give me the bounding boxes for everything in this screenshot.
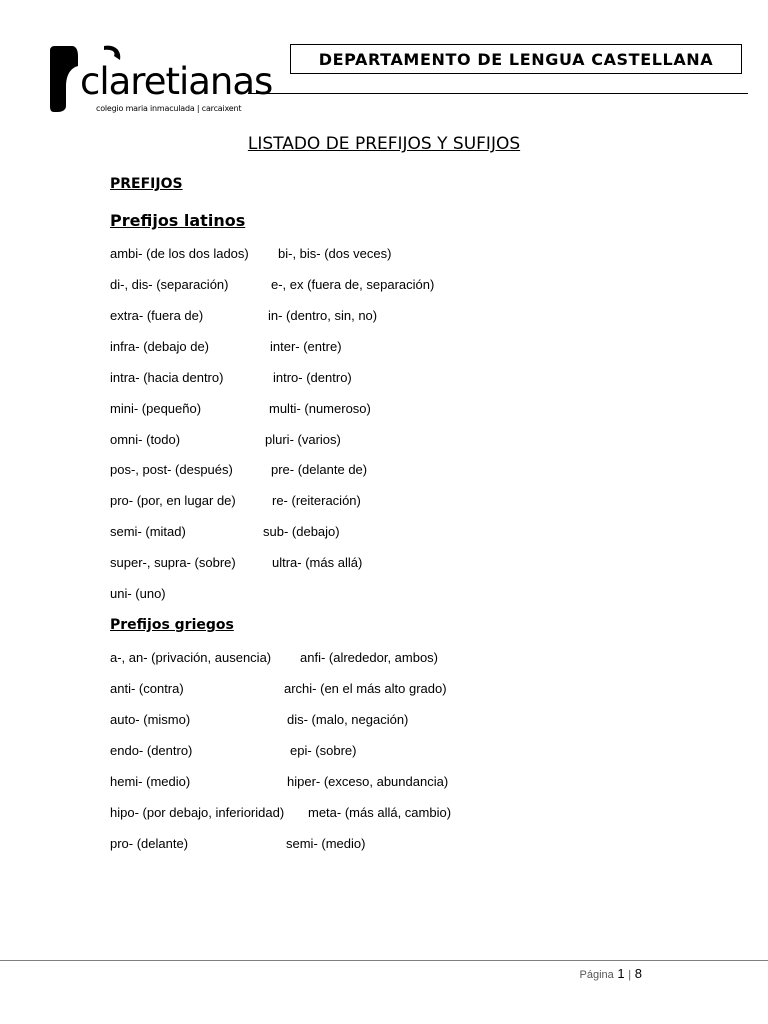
header-rule (248, 93, 748, 94)
page-separator: | (628, 969, 632, 981)
greek-heading: Prefijos griegos (110, 617, 234, 633)
footer-rule (0, 960, 768, 961)
page-total: 8 (634, 966, 642, 981)
department-name: DEPARTAMENTO DE LENGUA CASTELLANA (318, 49, 714, 69)
logo-wordmark: claretianas (80, 60, 273, 103)
page-number: 1 (617, 966, 625, 981)
page-label: Página (579, 969, 614, 981)
page-footer (580, 966, 642, 981)
department-box (290, 44, 742, 74)
logo-subtitle: colegio maria inmaculada | carcaixent (96, 104, 242, 113)
school-logo (50, 44, 273, 116)
logo-mark-icon (50, 46, 78, 112)
document-title: LISTADO DE PREFIJOS Y SUFIJOS (247, 134, 521, 154)
section-heading: PREFIJOS (110, 176, 183, 192)
latin-heading: Prefijos latinos (110, 211, 246, 230)
